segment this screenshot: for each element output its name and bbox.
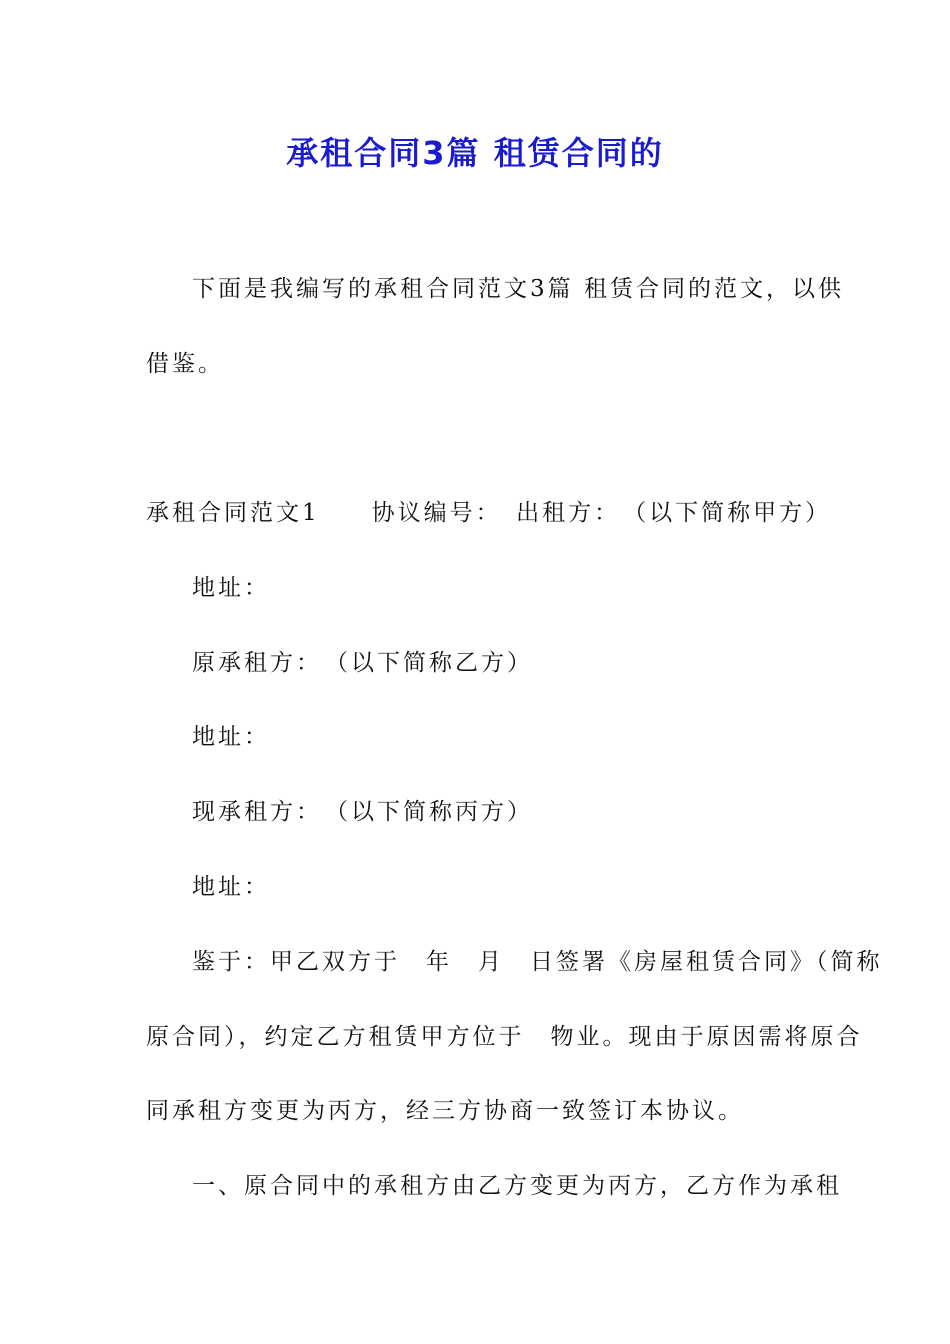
- clause-1-line: 一、原合同中的承租方由乙方变更为丙方，乙方作为承租: [192, 1173, 842, 1199]
- whereas-paragraph-line-1: 鉴于：甲乙双方于 年 月 日签署《房屋租赁合同》（简称: [192, 949, 883, 975]
- new-lessee-line: 现承租方： （以下简称丙方）: [192, 799, 533, 825]
- intro-paragraph-line-1: 下面是我编写的承租合同范文3篇 租赁合同的范文，以供: [192, 276, 844, 302]
- new-lessee-address-label: 地址：: [192, 874, 270, 900]
- document-title: 承租合同3篇 租赁合同的: [286, 134, 664, 172]
- intro-paragraph-line-2: 借鉴。: [146, 351, 224, 377]
- original-lessee-line: 原承租方： （以下简称乙方）: [192, 650, 533, 676]
- lessor-address-label: 地址：: [192, 575, 270, 601]
- whereas-paragraph-line-3: 同承租方变更为丙方，经三方协商一致签订本协议。: [146, 1098, 744, 1124]
- whereas-paragraph-line-2: 原合同），约定乙方租赁甲方位于 物业。现由于原因需将原合: [146, 1024, 863, 1050]
- original-lessee-address-label: 地址：: [192, 724, 270, 750]
- sample-header-line: 承租合同范文1 协议编号： 出租方： （以下简称甲方）: [146, 500, 832, 526]
